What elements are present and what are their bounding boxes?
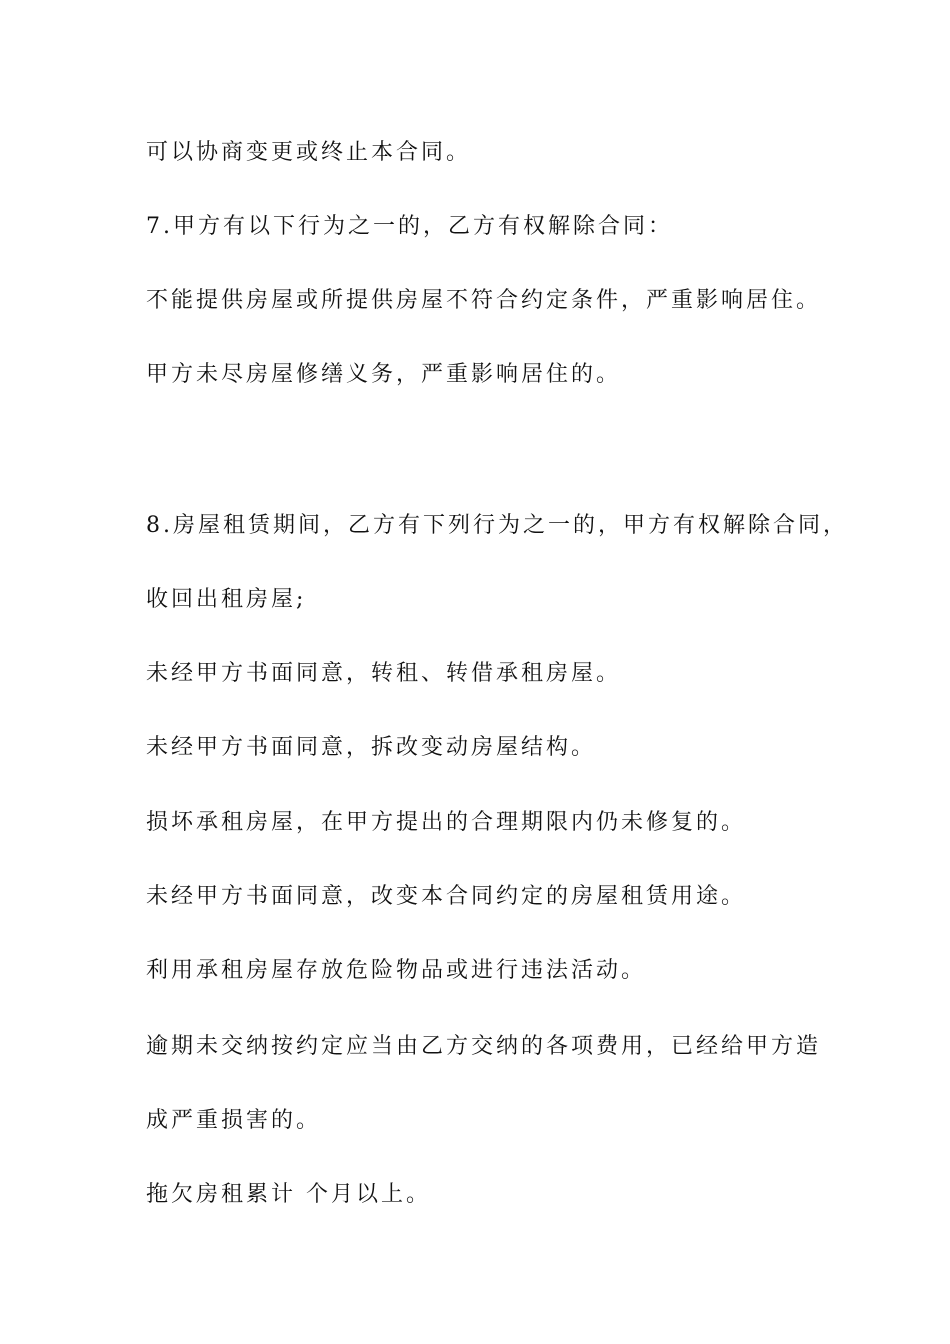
paragraph-line: 未经甲方书面同意，拆改变动房屋结构。: [146, 735, 597, 760]
paragraph-line: 损坏承租房屋，在甲方提出的合理期限内仍未修复的。: [146, 810, 747, 835]
clause-7-heading: 7.甲方有以下行为之一的，乙方有权解除合同：: [146, 214, 673, 239]
paragraph-line: 不能提供房屋或所提供房屋不符合约定条件，严重影响居住。: [146, 288, 822, 313]
paragraph-line: 收回出租房屋;: [146, 587, 307, 612]
paragraph-line: 成严重损害的。: [146, 1108, 322, 1133]
paragraph-line: 利用承租房屋存放危险物品或进行违法活动。: [146, 958, 647, 983]
paragraph-line: 未经甲方书面同意，改变本合同约定的房屋租赁用途。: [146, 884, 747, 909]
paragraph-line: 拖欠房租累计 个月以上。: [146, 1182, 431, 1207]
paragraph-line: 甲方未尽房屋修缮义务，严重影响居住的。: [146, 362, 622, 387]
paragraph-line: 可以协商变更或终止本合同。: [146, 140, 472, 165]
paragraph-line: 未经甲方书面同意，转租、转借承租房屋。: [146, 661, 622, 686]
clause-8-heading: 8.房屋租赁期间，乙方有下列行为之一的，甲方有权解除合同，: [146, 513, 848, 538]
paragraph-line: 逾期未交纳按约定应当由乙方交纳的各项费用，已经给甲方造: [146, 1034, 822, 1059]
